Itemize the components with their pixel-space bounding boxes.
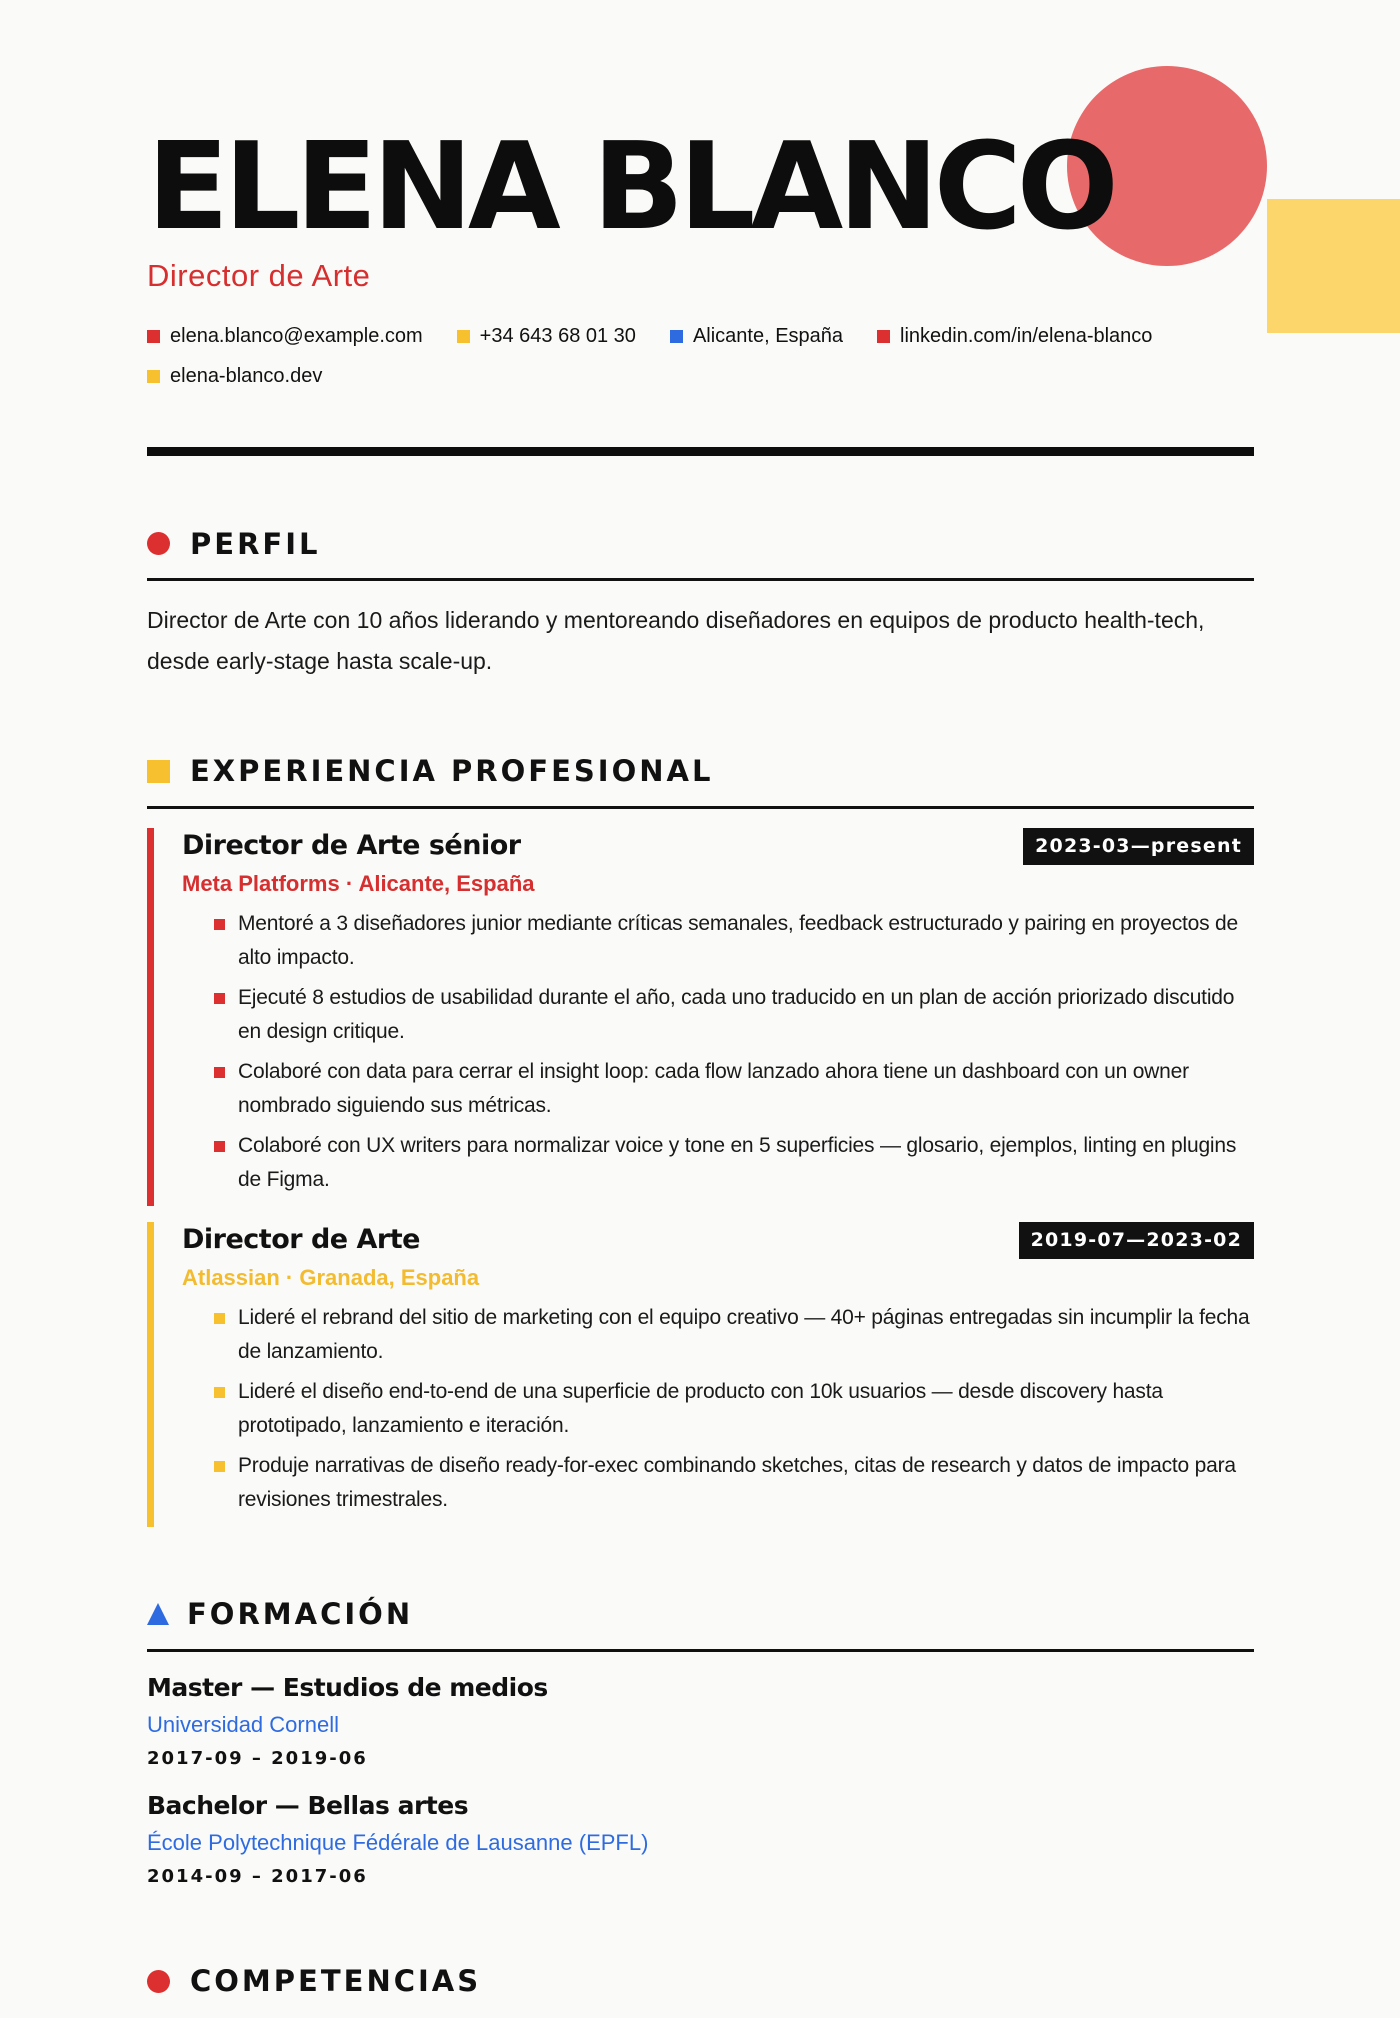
job-bullet: Lideré el diseño end-to-end de una superficie de producto con 10k usuarios — desde discovery hasta prototipado, lanzamiento e iteración. [238,1375,1257,1443]
candidate-role: Director de Arte [147,258,371,293]
education-school: Universidad Cornell [147,1712,339,1737]
contact-list [147,324,1254,388]
contact-phone-text: +34 643 68 01 30 [479,325,636,347]
blue-triangle-icon [147,1603,169,1625]
section-title-profile: PERFIL [190,526,321,561]
job-dates-badge: 2023-03—present [1023,828,1254,865]
profile-summary: Director de Arte con 10 años liderando y mentoreando diseñadores en equipos de producto health-tech, desde early-stage hasta scale-up. [147,607,1205,674]
job-bullets [182,907,1257,1197]
section-title-experience: EXPERIENCIA PROFESIONAL [190,754,714,788]
job-company: Meta Platforms · Alicante, España [182,871,535,896]
candidate-name: ELENA BLANCO [147,118,1114,257]
section-title-skills: COMPETENCIAS [190,1964,482,1998]
contact-website[interactable] [147,364,322,388]
education-degree: Master — Estudios de medios [147,1673,548,1702]
yellow-square-icon [457,330,470,343]
job-bullets [182,1301,1257,1517]
contact-location-text: Alicante, España [692,325,844,347]
job-bullet: Produje narrativas de diseño ready-for-exec combinando sketches, citas de research y datos de impacto para revisiones trimestrales. [238,1449,1257,1517]
job-bullet: Colaboré con UX writers para normalizar voice y tone en 5 superficies — glosario, ejemplos, linting en plugins de Figma. [238,1129,1257,1197]
section-header-experience [147,752,1254,809]
job-bullet: Lideré el rebrand del sitio de marketing con el equipo creativo — 40+ páginas entregadas sin incumplir la fecha de lanzamiento. [238,1301,1257,1369]
yellow-square-icon [147,760,170,783]
job-dates-badge: 2019-07—2023-02 [1019,1222,1254,1259]
job-bullet: Ejecuté 8 estudios de usabilidad durante el año, cada uno traducido en un plan de acción priorizado discutido en design critique. [238,981,1257,1049]
contact-email-text: elena.blanco@example.com [170,325,423,347]
job-company: Atlassian · Granada, España [182,1265,480,1290]
contact-linkedin[interactable] [877,324,1152,348]
red-circle-icon [147,1970,170,1993]
job-title: Director de Arte [182,1224,420,1255]
education-dates: 2014-09 – 2017-06 [147,1866,368,1887]
education-degree: Bachelor — Bellas artes [147,1791,469,1820]
red-square-icon [877,330,890,343]
red-square-icon [147,330,160,343]
contact-email[interactable] [147,324,423,348]
contact-website-text: elena-blanco.dev [170,365,323,387]
contact-location [670,324,843,348]
decorative-rectangle [1267,199,1400,333]
section-header-profile [147,525,1254,581]
job-bullet: Mentoré a 3 diseñadores junior mediante críticas semanales, feedback estructurado y pairing en proyectos de alto impacto. [238,907,1257,975]
header-divider [147,447,1254,456]
job-title: Director de Arte sénior [182,830,521,861]
contact-linkedin-text: linkedin.com/in/elena-blanco [900,325,1153,347]
job-bullet: Colaboré con data para cerrar el insight loop: cada flow lanzado ahora tiene un dashboard con un owner nombrado siguiendo sus métricas. [238,1055,1257,1123]
section-title-education: FORMACIÓN [187,1596,414,1631]
education-entry [147,1791,1254,1887]
red-circle-icon [147,532,170,555]
education-dates: 2017-09 – 2019-06 [147,1748,368,1769]
contact-phone[interactable] [457,324,636,348]
education-school: École Polytechnique Fédérale de Lausanne (EPFL) [147,1830,649,1855]
experience-entry [147,828,1254,1206]
experience-entry [147,1222,1254,1527]
education-entry [147,1673,1254,1769]
section-header-education [147,1594,1254,1652]
yellow-square-icon [147,370,160,383]
section-header-skills [147,1960,1254,2018]
blue-square-icon [670,330,683,343]
